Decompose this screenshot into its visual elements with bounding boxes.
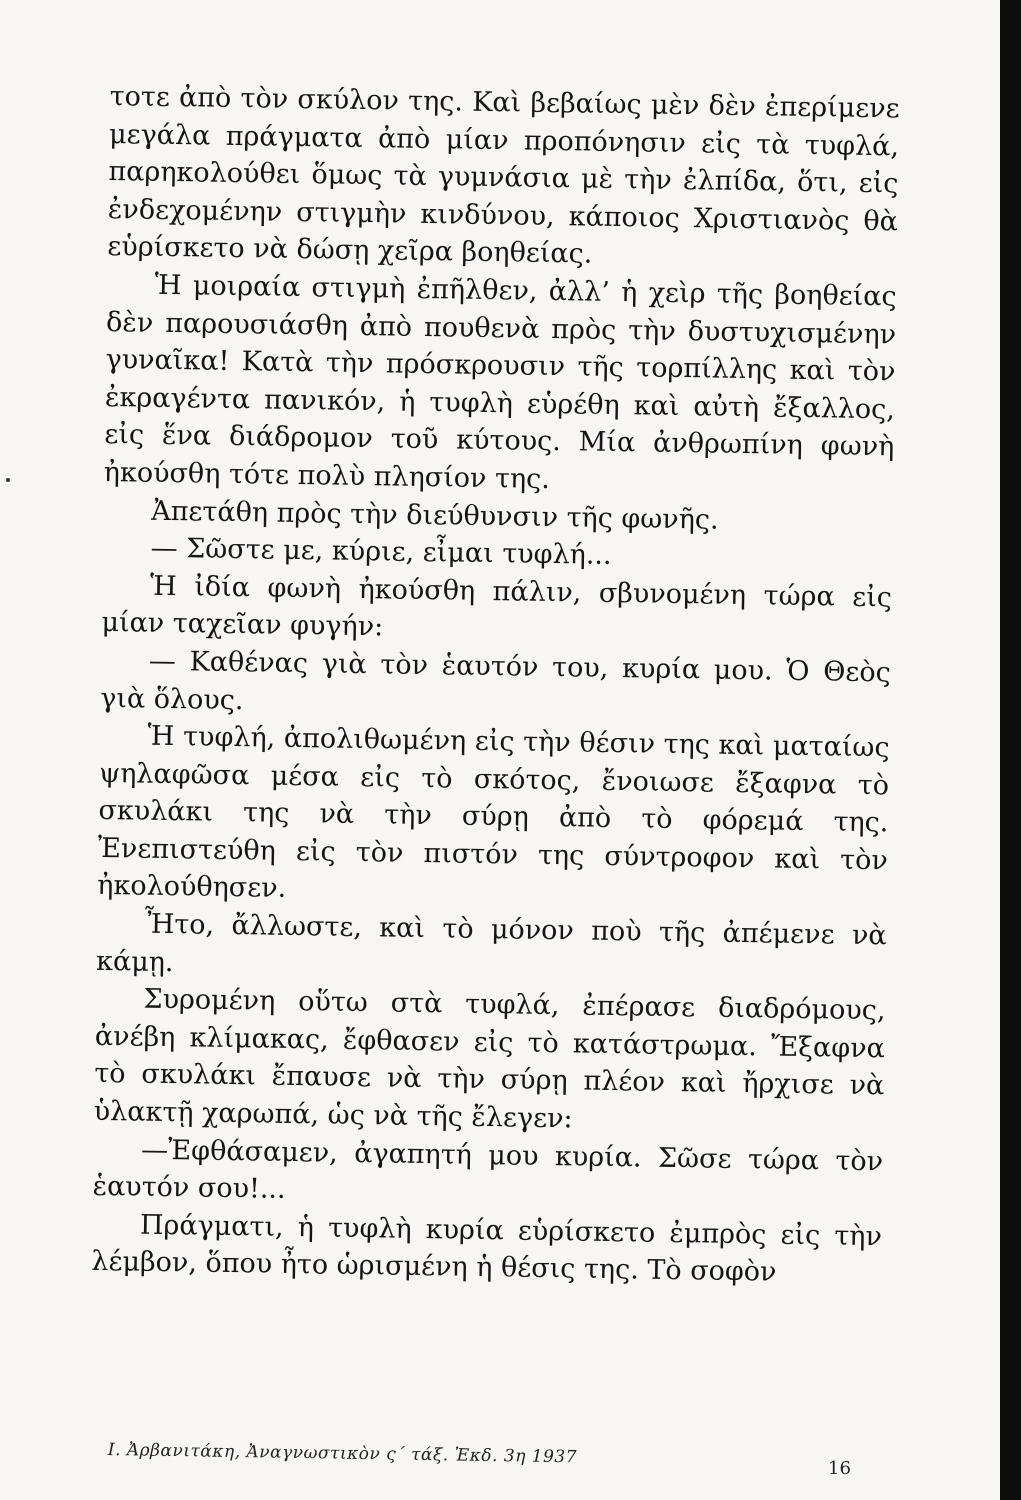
paragraph: τοτε ἀπὸ τὸν σκύλον της. Καὶ βεβαίως μὲν δὲν ἐπερίμενε μεγάλα πράγματα ἀπὸ μίαν προπόνησιν εἰς τὰ τυφλά, παρηκολούθει ὅμως τὰ γυμνάσια μὲ τὴν ἐλπίδα, ὅτι, εἰς ἐνδεχομένην στιγμὴν κινδύνου, κάποιος Χριστιανὸς θὰ εὑρίσκετο νὰ δώσῃ χεῖρα βοηθείας.: [107, 80, 900, 270]
paragraph: Ἦτο, ἄλλωστε, καὶ τὸ μόνον ποὺ τῆς ἀπέμενε νὰ κάμῃ.: [95, 908, 887, 978]
page-footer: [108, 1440, 868, 1472]
paragraph: Ἡ τυφλή, ἀπολιθωμένη εἰς τὴν θέσιν της καὶ ματαίως ψηλαφῶσα μέσα εἰς τὸ σκότος, ἔνοιωσε ἔξαφνα τὸ σκυλάκι της νὰ τὴν σύρῃ ἀπὸ τὸ φόρεμά της. Ἐνεπιστεύθη εἰς τὸν πιστόν της σύντροφον καὶ τὸν ἠκολούθησεν.: [97, 720, 890, 905]
paragraph-dialogue: — Καθένας γιὰ τὸν ἑαυτόν του, κυρία μου. Ὁ Θεὸς γιὰ ὅλους.: [100, 645, 891, 716]
scan-speck: [6, 478, 10, 482]
paragraph: Ἡ μοιραία στιγμὴ ἐπῆλθεν, ἀλλ’ ἡ χεὶρ τῆς βοηθείας δὲν παρουσιάσθη ἀπὸ πουθενὰ πρὸς τὴν δυστυχισμένην γυναῖκα! Κατὰ τὴν πρόσκρουσιν τῆς τορπίλλης καὶ τὸν ἐκραγέντα πανικόν, ἡ τυφλὴ εὑρέθη καὶ αὐτὴ ἔξαλλος, εἰς ἕνα διάδρομον τοῦ κύτους. Μία ἀνθρωπίνη φωνὴ ἠκούσθη τότε πολὺ πλησίον της.: [103, 269, 897, 495]
paragraph: Ἀπετάθη πρὸς τὴν διεύθυνσιν τῆς φωνῆς.: [150, 495, 719, 536]
paragraph: Πράγματι, ἡ τυφλὴ κυρία εὑρίσκετο ἐμπρὸς εἰς τὴν λέμβον, ὅπου ἦτο ὡρισμένη ἡ θέσις της. Τὸ σοφὸν: [91, 1209, 883, 1289]
paragraph-dialogue: —Ἐφθάσαμεν, ἀγαπητή μου κυρία. Σῶσε τώρα τὸν ἑαυτόν σου!...: [92, 1134, 884, 1206]
scan-dark-edge: [1000, 0, 1021, 1500]
paragraph: Συρομένη οὕτω στὰ τυφλά, ἐπέρασε διαδρόμους, ἀνέβη κλίμακας, ἔφθασεν εἰς τὸ κατάστρωμα. Ἔξαφνα τὸ σκυλάκι ἔπαυσε νὰ τὴν σύρῃ πλέον καὶ ἤρχισε νὰ ὑλακτῇ χαρωπά, ὡς νὰ τῆς ἔλεγεν:: [93, 983, 886, 1135]
paragraph: Ἡ ἰδία φωνὴ ἠκούσθη πάλιν, σβυνομένη τώρα εἰς μίαν ταχεῖαν φυγήν:: [101, 570, 893, 643]
body-text: [91, 78, 900, 1293]
paragraph-dialogue: — Σῶστε με, κύριε, εἶμαι τυφλή...: [150, 532, 612, 572]
footer-reference: Ι. Ἀρβανιτάκη, Ἀναγνωστικὸν ς΄ τάξ. Ἐκδ. 3η 1937: [107, 1440, 578, 1468]
page-number: 16: [828, 1458, 851, 1479]
